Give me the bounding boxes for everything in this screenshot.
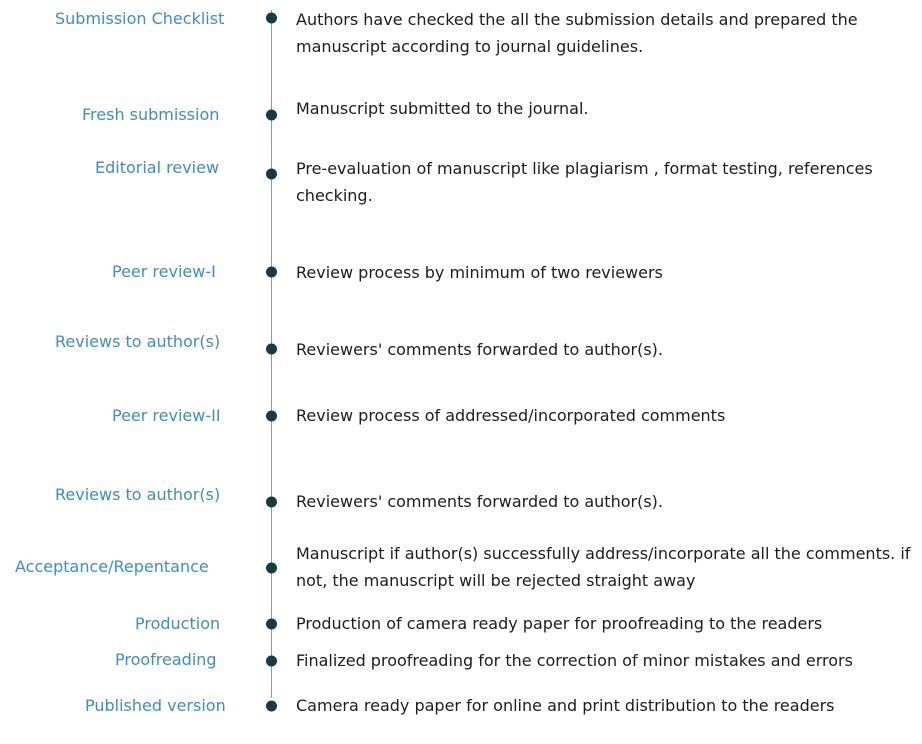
- step-label: Submission Checklist: [55, 9, 225, 28]
- timeline-dot: [266, 619, 277, 630]
- timeline-dot: [266, 267, 277, 278]
- step-description: Review process of addressed/incorporated comments: [296, 406, 726, 425]
- step-label: Peer review-II: [112, 406, 221, 425]
- timeline-dot: [266, 13, 277, 24]
- step-label: Acceptance/Repentance: [15, 557, 209, 576]
- step-label: Reviews to author(s): [55, 485, 221, 504]
- step-description: Production of camera ready paper for proofreading to the readers: [296, 614, 823, 633]
- timeline-dot: [266, 110, 277, 121]
- step-label: Fresh submission: [82, 105, 220, 124]
- step-label: Proofreading: [115, 650, 217, 669]
- timeline-dot: [266, 497, 277, 508]
- timeline-dot: [266, 656, 277, 667]
- step-description: Reviewers' comments forwarded to author(s).: [296, 340, 663, 359]
- timeline-dot: [266, 411, 277, 422]
- step-description: Manuscript submitted to the journal.: [296, 99, 589, 118]
- step-description: Manuscript if author(s) successfully address/incorporate all the comments. if not, the manuscript will be rejected straight away: [296, 544, 911, 590]
- step-label: Published version: [85, 696, 226, 715]
- step-description: Pre-evaluation of manuscript like plagiarism , format testing, references checking.: [296, 159, 873, 205]
- timeline-dot: [266, 169, 277, 180]
- timeline-dot: [266, 701, 277, 712]
- step-description: Review process by minimum of two reviewers: [296, 263, 663, 282]
- step-label: Editorial review: [95, 158, 220, 177]
- step-description: Camera ready paper for online and print distribution to the readers: [296, 696, 835, 715]
- step-description: Authors have checked the all the submission details and prepared the manuscript according to journal guidelines.: [296, 10, 858, 56]
- step-label: Reviews to author(s): [55, 332, 221, 351]
- step-label: Production: [135, 614, 221, 633]
- step-description: Reviewers' comments forwarded to author(s).: [296, 492, 663, 511]
- step-label: Peer review-I: [112, 262, 216, 281]
- step-description: Finalized proofreading for the correction of minor mistakes and errors: [296, 651, 853, 670]
- timeline-dot: [266, 563, 277, 574]
- timeline-dot: [266, 344, 277, 355]
